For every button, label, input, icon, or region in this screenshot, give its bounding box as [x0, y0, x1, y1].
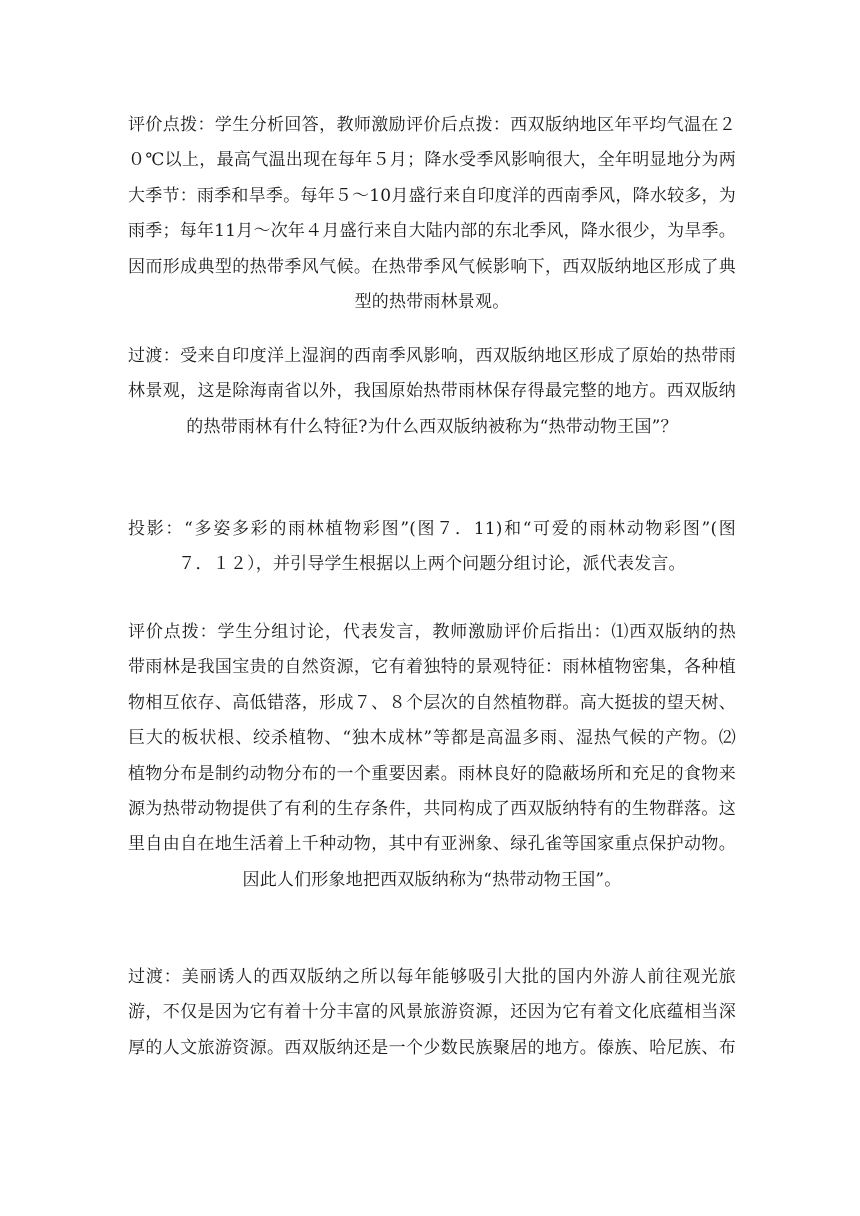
text-line: 厚的人文旅游资源。西双版纳还是一个少数民族聚居的地方。傣族、哈尼族、布	[128, 1037, 736, 1058]
text-line: 因而形成典型的热带季风气候。在热带季风气候影响下，西双版纳地区形成了典	[128, 256, 736, 277]
text-line: 过渡：受来自印度洋上湿润的西南季风影响，西双版纳地区形成了原始的热带雨	[128, 346, 736, 366]
text-line: 带雨林是我国宝贵的自然资源，它有着独特的景观特征：雨林植物密集，各种植	[128, 657, 736, 678]
text-line: 物相互依存、高低错落，形成７、８个层次的自然植物群。高大挺拔的望天树、	[128, 692, 736, 713]
paragraph-transition-culture	[128, 960, 736, 1066]
text-line: 过渡：美丽诱人的西双版纳之所以每年能够吸引大批的国内外游人前往观光旅	[128, 967, 736, 987]
text-line: 评价点拨：学生分组讨论，代表发言，教师激励评价后指出：⑴西双版纳的热	[128, 622, 736, 642]
text-line: 植物分布是制约动物分布的一个重要因素。雨林良好的隐蔽场所和充足的食物来	[128, 763, 736, 784]
paragraph-evaluation-climate	[128, 108, 736, 320]
text-line: 巨大的板状根、绞杀植物、“独木成林”等都是高温多雨、湿热气候的产物。⑵	[128, 728, 736, 749]
text-line: 林景观，这是除海南省以外，我国原始热带雨林保存得最完整的地方。西双版纳	[128, 381, 736, 402]
text-line: 因此人们形象地把西双版纳称为“热带动物王国”。	[242, 869, 622, 890]
text-line: 里自由自在地生活着上千种动物，其中有亚洲象、绿孔雀等国家重点保护动物。	[128, 834, 736, 855]
paragraph-evaluation-animals	[128, 615, 736, 898]
text-line: 的热带雨林有什么特征?为什么西双版纳被称为“热带动物王国”？	[186, 416, 678, 437]
paragraph-transition-rainforest	[128, 339, 736, 445]
text-line: ７．１２），并引导学生根据以上两个问题分组讨论，派代表发言。	[178, 554, 686, 575]
text-line: 游，不仅是因为它有着十分丰富的风景旅游资源，还因为它有着文化底蕴相当深	[128, 1002, 736, 1023]
text-line: ０℃以上，最高气温出现在每年５月；降水受季风影响很大，全年明显地分为两	[128, 150, 736, 171]
paragraph-projection	[128, 512, 736, 583]
text-line: 型的热带雨林景观。	[354, 292, 510, 313]
text-line: 源为热带动物提供了有利的生存条件，共同构成了西双版纳特有的生物群落。这	[128, 799, 736, 820]
text-line: 投影：“多姿多彩的雨林植物彩图”(图７．11)和“可爱的雨林动物彩图”(图	[128, 519, 736, 539]
text-line: 大季节：雨季和旱季。每年５～10月盛行来自印度洋的西南季风，降水较多，为	[128, 185, 736, 206]
text-line: 雨季；每年11月～次年４月盛行来自大陆内部的东北季风，降水很少，为旱季。	[128, 221, 736, 242]
text-line: 评价点拨：学生分析回答，教师激励评价后点拨：西双版纳地区年平均气温在２	[128, 115, 736, 135]
